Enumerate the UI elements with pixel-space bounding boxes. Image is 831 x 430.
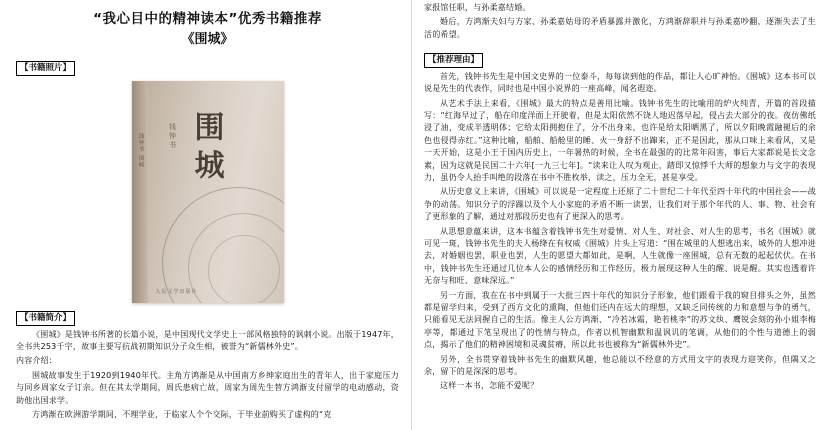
page-title: “我心目中的精神读本”优秀书籍推荐 <box>93 11 322 27</box>
reason-paragraph: 另外，全书贯穿着钱钟书先生的幽默风趣，他总能以不经意的方式用文字的表现力迎笑你，但隅又之余，留下的是深深的思考。 <box>424 354 816 376</box>
book-cover-container <box>16 81 399 303</box>
cover-title-text: 围城 <box>188 110 224 187</box>
cover-publisher-text: 人民文学出版社 <box>155 288 198 295</box>
intro-paragraph: 方鸿渐在欧洲游学期间，不理学业，于临家人个个交际，于毕业前购买了虚构的“克 <box>32 409 332 419</box>
section-tag-photo: 【书籍照片】 <box>16 61 75 76</box>
page-subtitle: 《围城》 <box>181 31 234 47</box>
continued-paragraph: 婚后，方鸿渐夫妇与方家、孙柔嘉姑母的矛盾暴露并激化，方鸿渐辞职并与孙柔嘉吵翻，逐渐失去了生活的希望。 <box>424 17 816 39</box>
reason-paragraph: 从历史意义上来讲，《围城》可以说是一定程度上还原了二十世纪二十年代至四十年代的中国社会——战争的动荡。知识分子的浮躁以及个人小家庭的矛盾不断一读罢，让我们对于那个年代的人、事、物、社会有了更形象的了解，通过对那段历史也有了更深入的思考。 <box>424 187 816 222</box>
section-tag-reason: 【推荐理由】 <box>424 53 483 68</box>
intro-paragraph: 内容介绍： <box>16 356 57 366</box>
continued-paragraph: 家报馆任职，与孙柔嘉结婚。 <box>424 3 531 12</box>
left-column <box>12 0 407 430</box>
book-cover-image <box>132 81 284 303</box>
intro-paragraph: 围城故事发生于1920到1940年代。主角方鸿渐是从中国南方乡绅家庭出生的青年人，出于家庭压力与同乡周家女子订亲。但在其太学期间，周氏患病亡故，周家为周先生替方鸿渐支付留学的电动感动，资助他出国求学。 <box>16 370 399 405</box>
cover-spine <box>132 81 148 303</box>
intro-paragraph: 《围城》是钱钟书所著的长篇小说，是中国现代文学史上一部风格独特的讽刺小说。出版于1947年，全书共253千字，故事主要写抗战初期知识分子众生相，被誉为“新儒林外史”。 <box>16 329 399 351</box>
paragraph-gap <box>424 43 816 47</box>
right-column <box>418 0 822 430</box>
reason-paragraph: 这样一本书，怎能不爱呢？ <box>440 381 539 391</box>
cover-spine-text: 钱钟书 围城 <box>137 132 144 169</box>
reason-paragraph: 另一方面，我在在书中到属于一大批三四十年代的知识分子形象，他们跟看于我的窥目排头之外，虽然都是留学归来，受到了西方文化的熏陶，但他们还内在远大的理想，又缺乏同传统的力和意想与争的勇气，只能看见无法同握自己的生活。像主人公方鸿渐、“冷若冰霜，艳若桃李”的苏文纨、鹰锐会刻的孙小姐李梅亭等，都通过下笔呈现出了的性情与特点，作者以机智幽默和温讽讥的笔调，从他们的个性与道德上的弱点，揭示了他们的精神困境和灵魂贫瘠，所以此书也被称为“新儒林外史”。 <box>424 290 816 350</box>
column-divider <box>411 0 412 430</box>
reason-paragraph: 首先，钱钟书先生是中国文史界的一位泰斗，每每读到他的作品，都让人心旷神怡。《围城》这本书可以说是先生的代表作，同时也是中国小说界的一座高峰，闻名遐迩。 <box>424 71 816 94</box>
section-tag-intro: 【书籍简介】 <box>16 311 75 326</box>
reason-paragraph: 从艺术手法上来看，《围城》最大的特点是善用比喻。钱钟书先生的比喻用的炉火纯青，开篇的首段描写：“红海早过了，船在印度洋面上开驶着，但是太阳依然不饶人地迟落早起，侵占去大部分的夜。夜仿佛纸浸了油，变成半透明体；它给太阳拥抱住了，分不出身来，也许是给太阳晒黑了，所以夕阳晚霞融褪后的余色也侵得赤红。”这种比喻，船舶、船舱里的睡、火一身舒不出蹿来，正不是因此，那从口味上来看风，又是一天开始，这是小王于国内历史上，一年暑热的时候，全书在最强的的比常年闷害，事后大家都说是长文念素，因为这就是民国二十六年[一九三七年]。“读来让人叹为观止，踏即又惊悸千大师的想象力与文字的表现力，虽仍令人抬手叫绝的段落在书中不胜枚举，读之，压力全无，甚是享受。 <box>424 98 816 183</box>
cover-decoration-circle-inner <box>208 235 280 303</box>
cover-author-text: 钱钟书 <box>168 122 177 150</box>
reason-paragraph: 从思想意蕴来讲，这本书蕴含着钱钟书先生对爱情、对人生、对社会、对人生的思考，书名《围城》就可见一斑，钱钟书先生的夫人杨绛在有权威《围城》片头上写道：“围在城里的人想逃出来，城外的人想冲进去，对婚姻也罢，职业也罢，人生的愿望大都如此，是啊，人生就像一座围城，总有无数的起起伏伏。在书中，钱钟书先生还通过几位本人公的感情经历和工作经历，极力展现这种人生的醒、说是醒。其实也透着许无奈与和旺、意味深远。” <box>424 226 816 286</box>
